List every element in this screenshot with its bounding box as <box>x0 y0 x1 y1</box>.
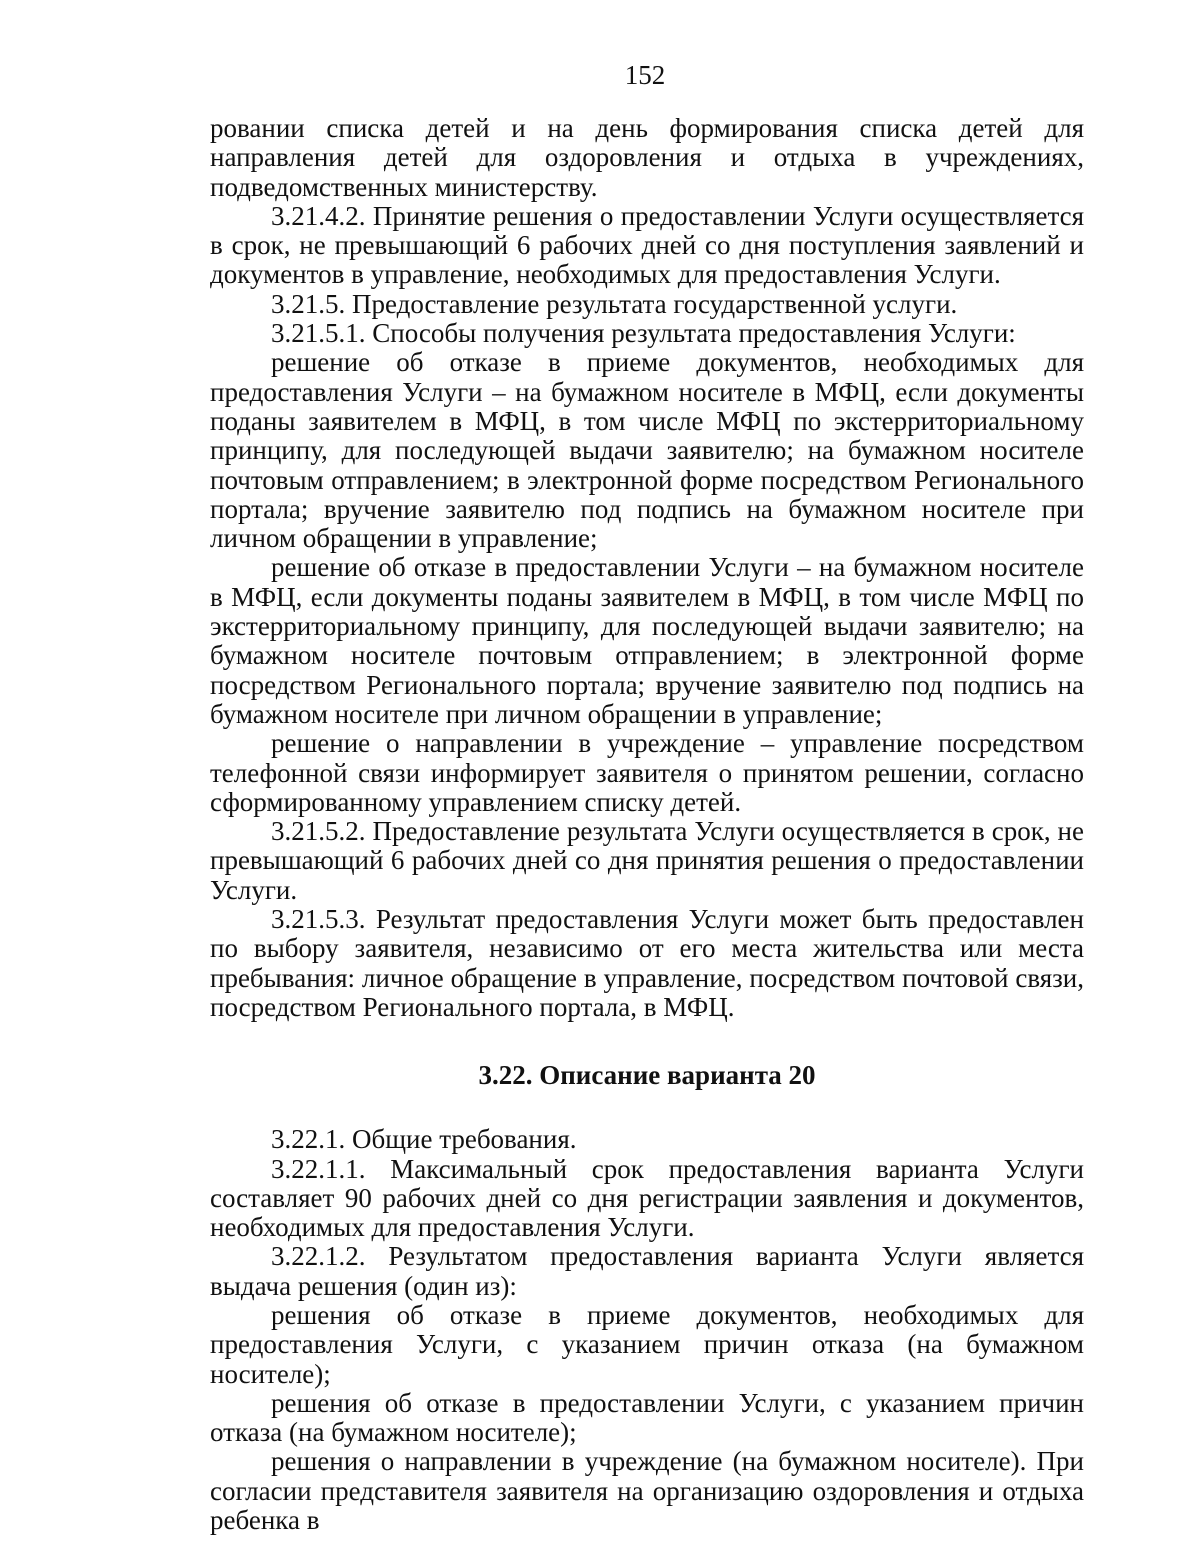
page-number: 152 <box>624 60 666 90</box>
paragraph: 3.21.5.1. Способы получения результата предоставления Услуги: <box>271 318 1016 349</box>
paragraph: решения об отказе в предоставлении Услуги, с указанием причин отказа (на бумажном носителе); <box>210 1387 1084 1448</box>
paragraph: 3.21.5.3. Результат предоставления Услуги может быть предоставлен по выбору заявителя, независимо от его места жительства или места пребывания: личное обращение в управление, посредством почтовой связи, посредством Регионального портала, в МФЦ. <box>210 904 1084 1022</box>
paragraph: решение об отказе в приеме документов, необходимых для предоставления Услуги – на бумажном носителе в МФЦ, если документы поданы заявителем в МФЦ, в том числе МФЦ по экстерриториальному принципу, для последующей выдачи заявителю; на бумажном носителе почтовым отправлением; в электронной форме посредством Регионального портала; вручение заявителю под подпись на бумажном носителе при личном обращении в управление; <box>210 347 1084 554</box>
paragraph: 3.22.1.2. Результатом предоставления варианта Услуги является выдача решения (один из): <box>210 1241 1084 1301</box>
paragraph: решение об отказе в предоставлении Услуги – на бумажном носителе в МФЦ, если документы поданы заявителем в МФЦ, в том числе МФЦ по экстерриториальному принципу, для последующей выдачи заявителю; на бумажном носителе почтовым отправлением; в электронной форме посредством Регионального портала; вручение заявителю под подпись на бумажном носителе при личном обращении в управление; <box>210 552 1084 729</box>
paragraph: ровании списка детей и на день формирования списка детей для направления детей для оздоровления и отдыха в учреждениях, подведомственных министерству. <box>210 113 1084 202</box>
section-heading: 3.22. Описание варианта 20 <box>478 1060 816 1091</box>
paragraph: решение о направлении в учреждение – управление посредством телефонной связи информирует заявителя о принятом решении, согласно сформированному управлением списку детей. <box>210 728 1084 817</box>
paragraph: решения о направлении в учреждение (на бумажном носителе). При согласии представителя заявителя на организацию оздоровления и отдыха ребенка в <box>210 1446 1084 1536</box>
paragraph: решения об отказе в приеме документов, необходимых для предоставления Услуги, с указанием причин отказа (на бумажном носителе); <box>210 1299 1084 1389</box>
paragraph: 3.21.4.2. Принятие решения о предоставлении Услуги осуществляется в срок, не превышающий 6 рабочих дней со дня поступления заявлений и документов в управление, необходимых для предоставления Услуги. <box>210 200 1084 290</box>
paragraph: 3.22.1.1. Максимальный срок предоставления варианта Услуги составляет 90 рабочих дней со дня регистрации заявления и документов, необходимых для предоставления Услуги. <box>210 1153 1084 1243</box>
paragraph: 3.21.5. Предоставление результата государственной услуги. <box>271 288 958 319</box>
paragraph: 3.21.5.2. Предоставление результата Услуги осуществляется в срок, не превышающий 6 рабочих дней со дня принятия решения о предоставлении Услуги. <box>210 816 1084 905</box>
paragraph: 3.22.1. Общие требования. <box>271 1124 577 1155</box>
document-body <box>210 114 1084 1535</box>
